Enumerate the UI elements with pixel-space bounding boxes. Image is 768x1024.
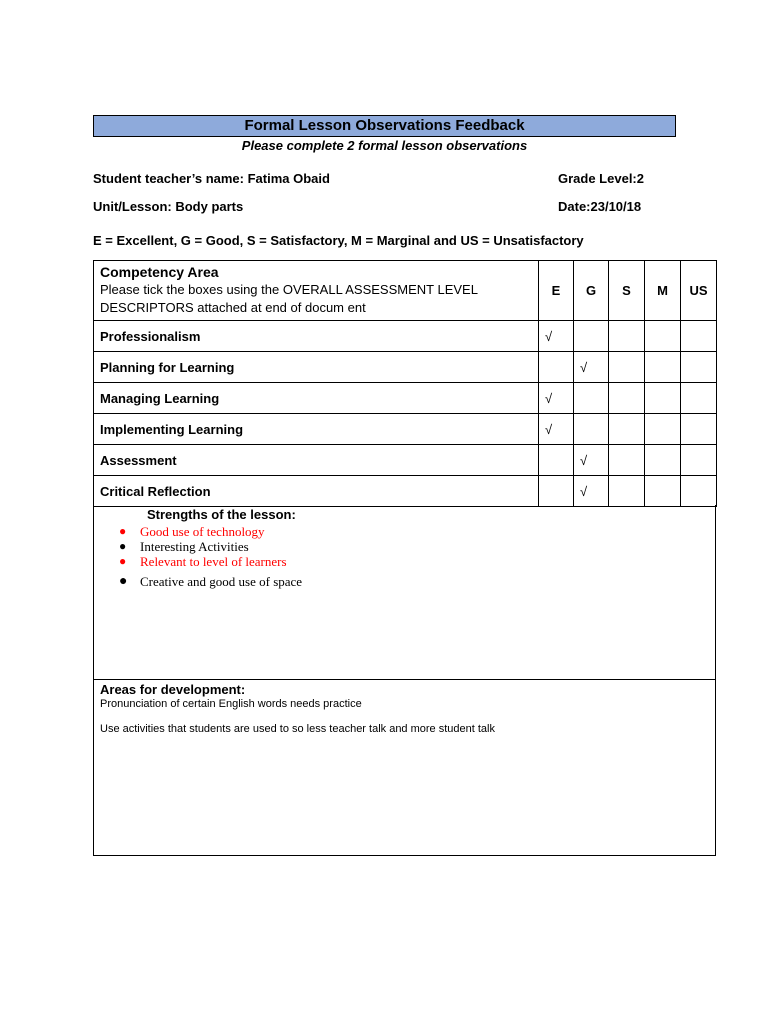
grade-level: Grade Level:2 bbox=[558, 171, 644, 186]
list-item bbox=[94, 524, 715, 539]
competency-table bbox=[93, 260, 717, 507]
tick-cell[interactable] bbox=[681, 476, 717, 507]
column-header-us: US bbox=[681, 261, 717, 321]
column-header-s: S bbox=[609, 261, 645, 321]
competency-desc-part-3: attached at end of docum ent bbox=[193, 300, 366, 315]
tick-cell[interactable] bbox=[681, 414, 717, 445]
form-title: Formal Lesson Observations Feedback bbox=[93, 115, 676, 137]
bullet-icon: ● bbox=[119, 554, 127, 568]
list-item bbox=[94, 574, 715, 589]
bullet-icon: ● bbox=[119, 539, 127, 553]
strengths-section bbox=[93, 505, 716, 680]
column-header-e: E bbox=[539, 261, 574, 321]
development-section bbox=[93, 680, 716, 856]
rating-legend: E = Excellent, G = Good, S = Satisfactory, M = Marginal and US = Unsatisfactory bbox=[93, 233, 584, 248]
tick-cell[interactable] bbox=[609, 476, 645, 507]
tick-cell[interactable]: √ bbox=[574, 476, 609, 507]
tick-cell[interactable]: √ bbox=[539, 414, 574, 445]
row-label: Assessment bbox=[94, 445, 539, 476]
tick-cell[interactable] bbox=[574, 414, 609, 445]
tick-cell[interactable] bbox=[645, 414, 681, 445]
list-item bbox=[94, 554, 715, 569]
row-label: Managing Learning bbox=[94, 383, 539, 414]
strength-text: Good use of technology bbox=[140, 524, 265, 539]
tick-cell[interactable] bbox=[681, 352, 717, 383]
tick-cell[interactable] bbox=[609, 414, 645, 445]
tick-cell[interactable] bbox=[681, 321, 717, 352]
row-label: Critical Reflection bbox=[94, 476, 539, 507]
tick-cell[interactable] bbox=[574, 321, 609, 352]
tick-cell[interactable] bbox=[645, 383, 681, 414]
tick-cell[interactable]: √ bbox=[574, 352, 609, 383]
tick-cell[interactable] bbox=[681, 445, 717, 476]
tick-cell[interactable] bbox=[609, 321, 645, 352]
strength-text: Relevant to level of learners bbox=[140, 554, 287, 569]
table-header-row bbox=[94, 261, 717, 321]
tick-cell[interactable] bbox=[645, 445, 681, 476]
tick-cell[interactable]: √ bbox=[539, 383, 574, 414]
bullet-icon: ● bbox=[119, 524, 127, 538]
tick-cell[interactable] bbox=[645, 321, 681, 352]
tick-cell[interactable] bbox=[574, 383, 609, 414]
competency-desc-part-1: Please tick the boxes using the bbox=[100, 282, 283, 297]
tick-cell[interactable] bbox=[609, 352, 645, 383]
form-subtitle: Please complete 2 formal lesson observations bbox=[241, 138, 528, 153]
table-row bbox=[94, 445, 717, 476]
row-label: Implementing Learning bbox=[94, 414, 539, 445]
table-row bbox=[94, 414, 717, 445]
competency-title: Competency Area bbox=[100, 264, 219, 280]
row-label: Professionalism bbox=[94, 321, 539, 352]
tick-cell[interactable]: √ bbox=[539, 321, 574, 352]
tick-cell[interactable] bbox=[645, 352, 681, 383]
lesson-date: Date:23/10/18 bbox=[558, 199, 642, 214]
development-line-2: Use activities that students are used to so less teacher talk and more student talk bbox=[100, 723, 495, 735]
student-name: Student teacher’s name: Fatima Obaid bbox=[93, 171, 330, 186]
column-header-m: M bbox=[645, 261, 681, 321]
row-label: Planning for Learning bbox=[94, 352, 539, 383]
development-line-1: Pronunciation of certain English words needs practice bbox=[100, 698, 362, 710]
competency-description bbox=[100, 281, 532, 317]
table-row bbox=[94, 383, 717, 414]
table-row bbox=[94, 476, 717, 507]
tick-cell[interactable] bbox=[609, 445, 645, 476]
unit-lesson: Unit/Lesson: Body parts bbox=[93, 199, 244, 214]
table-row bbox=[94, 352, 717, 383]
bullet-icon: ● bbox=[119, 574, 128, 589]
strength-text: Creative and good use of space bbox=[140, 574, 303, 589]
competency-header-cell bbox=[94, 261, 539, 321]
table-row bbox=[94, 321, 717, 352]
strengths-list bbox=[94, 524, 715, 589]
tick-cell[interactable] bbox=[609, 383, 645, 414]
strengths-title: Strengths of the lesson: bbox=[147, 507, 296, 522]
tick-cell[interactable] bbox=[681, 383, 717, 414]
list-item bbox=[94, 539, 715, 554]
strength-text: Interesting Activities bbox=[140, 539, 249, 554]
development-title: Areas for development: bbox=[100, 682, 246, 697]
column-header-g: G bbox=[574, 261, 609, 321]
competency-desc-part-2: OVERALL ASSESSMENT LEVEL DESCRIPTORS bbox=[100, 282, 478, 315]
tick-cell[interactable] bbox=[539, 445, 574, 476]
tick-cell[interactable] bbox=[645, 476, 681, 507]
tick-cell[interactable] bbox=[539, 352, 574, 383]
tick-cell[interactable] bbox=[539, 476, 574, 507]
tick-cell[interactable]: √ bbox=[574, 445, 609, 476]
